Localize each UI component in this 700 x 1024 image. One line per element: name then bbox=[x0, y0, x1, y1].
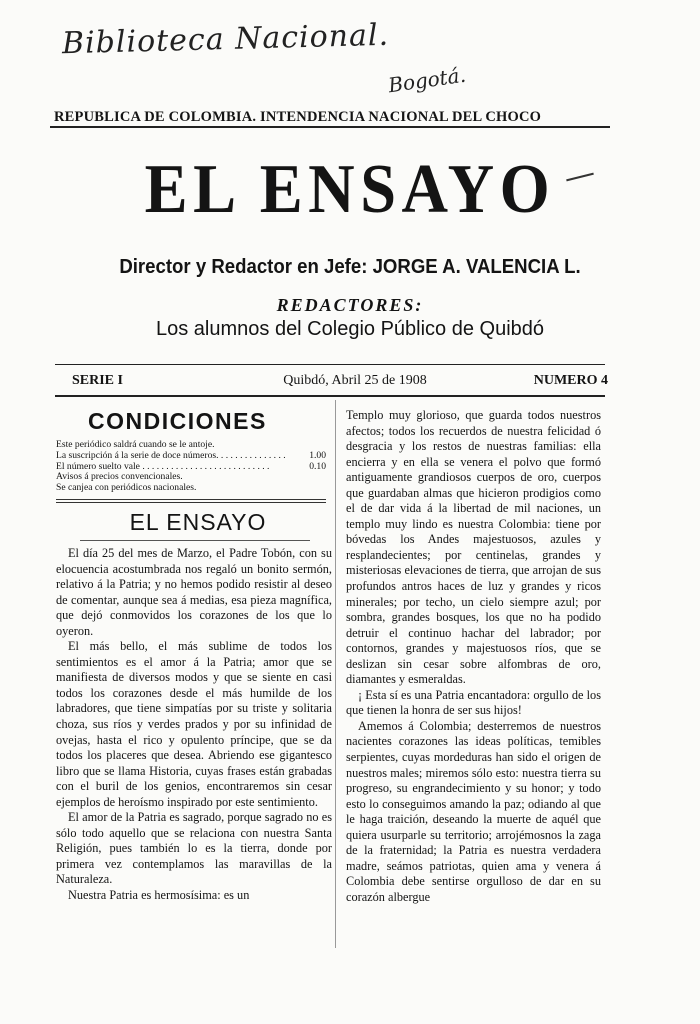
redactores-label: REDACTORES: bbox=[276, 295, 424, 315]
issue-rule-top bbox=[55, 364, 605, 365]
list-item: Este periódico saldrá cuando se le antoje. bbox=[56, 440, 215, 450]
handwritten-library-note: Biblioteca Nacional. bbox=[61, 17, 390, 62]
list-item: El número suelto vale . . . . . . . . . . . . . . . . . . . . . . . . . . . 0.10 bbox=[56, 460, 326, 472]
paragraph: El amor de la Patria es sagrado, porque sagrado no es sólo todo aquello que se relaciona con nuestra Santa Religión, pues también lo es la tierra, donde por primera vez contemplamos las maravillas de la Naturaleza. bbox=[56, 810, 332, 887]
conditions-rule-thin bbox=[56, 502, 326, 503]
article-title: EL ENSAYO bbox=[129, 509, 267, 535]
paragraph: El día 25 del mes de Marzo, el Padre Tobón, con su elocuencia acostumbrada nos regaló un bonito sermón, relativo á la Patria; y no hemos podido resistir al deseo de comentar, aunque sea á medias, esa pieza magnífica, que dejó conmovidos los corazones de los que lo oyeron. bbox=[56, 546, 332, 638]
article-column-left bbox=[56, 546, 332, 904]
handwritten-city-note: Bogotá. bbox=[386, 62, 468, 98]
paragraph: El más bello, el más sublime de todos los sentimientos es el amor á la Patria; amor que se manifiesta de diversos modos y que se siente en casi todos los corazones desde el más humilde de los labradores, que tiene simpatías por su triste y solitaria choza, sus ríos y verdes prados y por su infinidad de ovejas, hasta el rico y opulento príncipe, que se da todos los placeres que desea. Abriendo ese gigantesco libro que se llama Historia, cuyas frases están grabadas con el buril de los genios, encontraremos sin cesar ejemplos de heroísmo inspirado por este sentimiento. bbox=[56, 639, 332, 809]
masthead-header-line: REPUBLICA DE COLOMBIA. INTENDENCIA NACIONAL DEL CHOCO bbox=[54, 109, 542, 125]
list-item: La suscripción á la serie de doce números. . . . . . . . . . . . . . . 1.00 bbox=[56, 449, 326, 461]
issue-date: Quibdó, Abril 25 de 1908 bbox=[283, 373, 427, 388]
director-line: Director y Redactor en Jefe: JORGE A. VALENCIA L. bbox=[119, 256, 581, 278]
issue-serie: SERIE I bbox=[72, 373, 123, 388]
conditions-title: CONDICIONES bbox=[88, 408, 267, 434]
newspaper-title: EL ENSAYO bbox=[144, 151, 556, 228]
list-item: Se canjea con periódicos nacionales. bbox=[56, 483, 197, 494]
paragraph: Templo muy glorioso, que guarda todos nuestros afectos; todos los recuerdos de nuestra felicidad ó desgracia y los restos de nuestras familias: ella encierra y en ella se venera el polvo que formó antiguamente grandiosos cuerpos de oro, cuerpos que guardaban almas que hicieron prodigios como el de dar vida á la libertad de mil naciones, un templo muy lindo es nuestra Colombia: tiene por bóvedas los Andes majestuosos, azules y resplandecientes; por centinelas, grandes y misteriosas elevaciones de tierra, que arrojan de sus profundos antros haces de luz y grandes y ricos minerales; por techo, un cielo siempre azul; por sombra, grandes bosques, los que no ha podido detruir el continuo hachar del labrador; por contornos, grandes y majestuosos ríos, que se deslizan sin cesar sobre alfombras de oro, diamantes y esmeraldas. bbox=[346, 408, 601, 687]
article-title-rule bbox=[80, 540, 310, 541]
issue-rule-bottom bbox=[55, 395, 605, 397]
list-item: Avisos á precios convencionales. bbox=[56, 472, 183, 483]
paragraph: Nuestra Patria es hermosísima: es un bbox=[68, 888, 250, 903]
redactores-text: Los alumnos del Colegio Público de Quibdó bbox=[155, 318, 545, 340]
conditions-list bbox=[56, 440, 326, 494]
issue-number: NUMERO 4 bbox=[533, 373, 608, 388]
article-column-right bbox=[346, 408, 601, 906]
paragraph: Amemos á Colombia; desterremos de nuestros nacientes corazones las ideas políticas, temibles serpientes, cuyas mordeduras han sido el origen de nuestros males; miremos sólo esto: nuestra tierra su progreso, su engrandecimiento y su honor; y todo esto lo conseguimos amando la paz; odiando al que le haga traición, deseando la muerte de aquél que quiera usurparle su territorio; arrojémosnos la zaga de la fraternidad; la Patria es nuestra verdadera madre, seámos patriotas, quien ama y venera á Colombia debe sentirse orgulloso de dar en su corazón albergue bbox=[346, 718, 601, 904]
paragraph: ¡ Esta sí es una Patria encantadora: orgullo de los que tienen la honra de ser sus hijos! bbox=[346, 687, 601, 718]
column-divider bbox=[335, 400, 336, 948]
conditions-rule bbox=[56, 499, 326, 500]
header-underline bbox=[50, 126, 610, 128]
